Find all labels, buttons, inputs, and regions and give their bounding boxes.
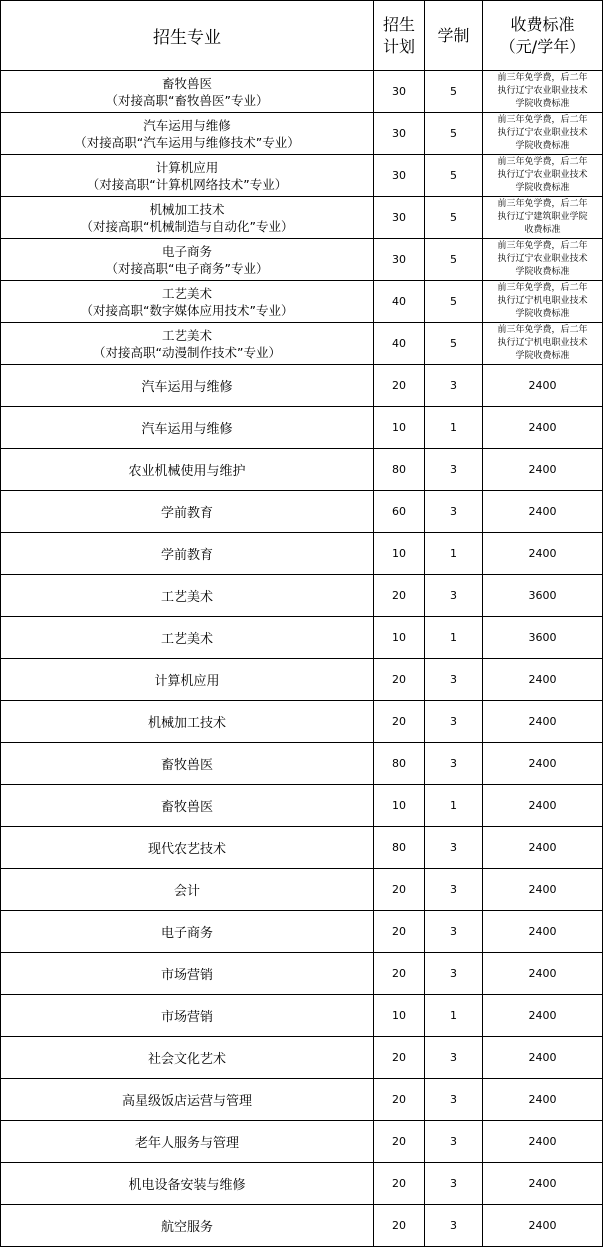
cell-plan: 30 [374,239,425,281]
cell-major [1,785,374,827]
cell-plan: 30 [374,71,425,113]
major-line: 畜牧兽医 [161,75,212,91]
fee-line: 学院收费标准 [515,309,570,319]
fee-line: 2400 [528,673,557,686]
fee-line: 2400 [528,757,557,770]
major-line: 工艺美术 [160,632,213,647]
fee-line: 前三年免学费，后二年 [497,115,588,125]
cell-years: 3 [425,953,483,995]
header-major: 招生专业 [1,1,374,71]
major-line: 会计 [173,884,200,899]
table-row [1,743,603,785]
cell-years: 3 [425,1205,483,1247]
cell-years: 5 [425,71,483,113]
cell-fee [483,911,603,953]
cell-fee [483,155,603,197]
major-line: 市场营销 [160,968,213,983]
cell-major [1,995,374,1037]
cell-fee [483,491,603,533]
major-line: 市场营销 [160,1010,213,1025]
table-row [1,575,603,617]
fee-line: 前三年免学费，后二年 [497,325,588,335]
major-line: 计算机应用 [154,674,220,689]
header-plan-line2: 计划 [382,36,415,56]
cell-plan: 80 [374,743,425,785]
cell-plan: 20 [374,953,425,995]
cell-years: 3 [425,701,483,743]
cell-fee [483,449,603,491]
cell-fee [483,827,603,869]
cell-fee [483,953,603,995]
cell-fee [483,1037,603,1079]
fee-line: 学院收费标准 [515,351,570,361]
cell-plan: 80 [374,449,425,491]
cell-fee [483,869,603,911]
cell-plan: 30 [374,155,425,197]
header-fee [483,1,603,71]
table-row [1,533,603,575]
major-line: 农业机械使用与维护 [128,464,246,479]
cell-fee [483,995,603,1037]
table-row [1,197,603,239]
cell-years: 3 [425,1079,483,1121]
table-row [1,449,603,491]
major-line: （对接高职“电子商务”专业） [105,260,269,276]
table-row [1,995,603,1037]
major-line: （对接高职“机械制造与自动化”专业） [80,218,294,234]
fee-line: 3600 [528,631,557,644]
cell-fee [483,617,603,659]
fee-line: 2400 [528,1135,557,1148]
table-row [1,869,603,911]
cell-years: 3 [425,575,483,617]
table-row [1,701,603,743]
fee-line: 2400 [528,1009,557,1022]
cell-fee [483,407,603,449]
cell-fee [483,659,603,701]
fee-line: 执行辽宁农业职业技术 [497,254,588,264]
cell-years: 3 [425,869,483,911]
cell-plan: 20 [374,1163,425,1205]
cell-years: 3 [425,1037,483,1079]
fee-line: 前三年免学费，后二年 [497,241,588,251]
cell-years: 3 [425,911,483,953]
fee-line: 2400 [528,1177,557,1190]
cell-fee [483,785,603,827]
header-plan-line1: 招生 [382,14,415,34]
table-row [1,785,603,827]
cell-years: 5 [425,281,483,323]
major-line: 工艺美术 [161,327,212,343]
fee-line: 2400 [528,883,557,896]
cell-major [1,743,374,785]
fee-line: 学院收费标准 [515,183,570,193]
cell-years: 1 [425,533,483,575]
major-line: 畜牧兽医 [160,800,213,815]
cell-plan: 20 [374,701,425,743]
table-row [1,827,603,869]
cell-plan: 20 [374,1079,425,1121]
cell-fee [483,575,603,617]
table-row [1,911,603,953]
major-line: 汽车运用与维修 [141,380,233,395]
major-line: （对接高职“畜牧兽医”专业） [105,92,269,108]
fee-line: 2400 [528,505,557,518]
cell-plan: 20 [374,365,425,407]
cell-plan: 20 [374,869,425,911]
cell-major [1,491,374,533]
table-row [1,1037,603,1079]
table-row [1,617,603,659]
major-line: 畜牧兽医 [160,758,213,773]
cell-plan: 10 [374,407,425,449]
cell-major [1,533,374,575]
fee-line: 2400 [528,841,557,854]
cell-major [1,239,374,281]
cell-plan: 20 [374,1037,425,1079]
cell-fee [483,533,603,575]
cell-fee [483,365,603,407]
cell-major [1,869,374,911]
cell-fee [483,239,603,281]
header-years: 学制 [425,1,483,71]
fee-line: 前三年免学费，后二年 [497,73,588,83]
fee-line: 2400 [528,547,557,560]
cell-plan: 80 [374,827,425,869]
cell-major [1,449,374,491]
cell-major [1,1121,374,1163]
header-row [1,1,603,71]
cell-years: 5 [425,323,483,365]
major-line: 航空服务 [160,1220,213,1235]
table-row [1,365,603,407]
cell-years: 5 [425,239,483,281]
cell-years: 5 [425,197,483,239]
cell-years: 3 [425,1163,483,1205]
fee-line: 2400 [528,925,557,938]
major-line: （对接高职“汽车运用与维修技术”专业） [74,134,300,150]
cell-major [1,407,374,449]
table-row [1,953,603,995]
cell-major [1,323,374,365]
cell-years: 5 [425,155,483,197]
cell-years: 3 [425,491,483,533]
cell-years: 3 [425,827,483,869]
fee-line: 执行辽宁机电职业技术 [497,296,588,306]
cell-fee [483,1163,603,1205]
fee-line: 2400 [528,421,557,434]
table-row [1,491,603,533]
cell-plan: 20 [374,575,425,617]
cell-fee [483,743,603,785]
fee-line: 收费标准 [524,225,561,235]
major-line: （对接高职“动漫制作技术”专业） [93,344,281,360]
cell-plan: 10 [374,785,425,827]
cell-fee [483,701,603,743]
cell-plan: 20 [374,659,425,701]
fee-line: 前三年免学费，后二年 [497,199,588,209]
table-row [1,659,603,701]
table-row [1,1079,603,1121]
cell-plan: 40 [374,281,425,323]
fee-line: 2400 [528,1219,557,1232]
cell-major [1,953,374,995]
cell-years: 1 [425,995,483,1037]
fee-line: 学院收费标准 [515,141,570,151]
cell-years: 1 [425,785,483,827]
cell-major [1,365,374,407]
fee-line: 执行辽宁农业职业技术 [497,170,588,180]
major-line: （对接高职“数字媒体应用技术”专业） [80,302,294,318]
cell-major [1,197,374,239]
major-line: 学前教育 [160,506,213,521]
fee-line: 2400 [528,715,557,728]
major-line: （对接高职“计算机网络技术”专业） [86,176,288,192]
cell-plan: 10 [374,533,425,575]
header-plan [374,1,425,71]
cell-plan: 30 [374,197,425,239]
cell-plan: 20 [374,911,425,953]
cell-plan: 60 [374,491,425,533]
major-line: 汽车运用与维修 [143,117,231,133]
cell-major [1,701,374,743]
fee-line: 前三年免学费，后二年 [497,157,588,167]
major-line: 电子商务 [161,243,212,259]
major-line: 电子商务 [160,926,213,941]
table-row [1,155,603,197]
cell-years: 3 [425,449,483,491]
cell-major [1,1037,374,1079]
cell-years: 3 [425,659,483,701]
cell-major [1,113,374,155]
fee-line: 2400 [528,1093,557,1106]
fee-line: 3600 [528,589,557,602]
cell-fee [483,197,603,239]
fee-line: 2400 [528,967,557,980]
table-row [1,71,603,113]
cell-major [1,575,374,617]
cell-major [1,617,374,659]
table-row [1,1163,603,1205]
cell-major [1,281,374,323]
cell-major [1,155,374,197]
cell-plan: 30 [374,113,425,155]
cell-years: 5 [425,113,483,155]
major-line: 机械加工技术 [147,716,226,731]
cell-fee [483,1079,603,1121]
fee-line: 执行辽宁机电职业技术 [497,338,588,348]
cell-major [1,827,374,869]
cell-plan: 20 [374,1205,425,1247]
table-row [1,323,603,365]
header-fee-line2: （元/学年） [499,36,586,56]
fee-line: 2400 [528,799,557,812]
major-line: 计算机应用 [155,159,219,175]
cell-major [1,659,374,701]
cell-years: 3 [425,365,483,407]
cell-plan: 20 [374,1121,425,1163]
major-line: 现代农艺技术 [147,842,226,857]
cell-major [1,71,374,113]
cell-fee [483,323,603,365]
cell-years: 1 [425,617,483,659]
table-body [1,71,603,1247]
fee-line: 学院收费标准 [515,267,570,277]
major-line: 机电设备安装与维修 [128,1178,246,1193]
table-row [1,1121,603,1163]
fee-line: 学院收费标准 [515,99,570,109]
cell-years: 3 [425,743,483,785]
cell-years: 1 [425,407,483,449]
cell-major [1,1163,374,1205]
cell-fee [483,71,603,113]
cell-plan: 10 [374,995,425,1037]
table-row [1,1205,603,1247]
fee-line: 执行辽宁建筑职业学院 [497,212,588,222]
fee-line: 执行辽宁农业职业技术 [497,86,588,96]
cell-major [1,911,374,953]
fee-line: 2400 [528,379,557,392]
fee-line: 2400 [528,1051,557,1064]
cell-major [1,1205,374,1247]
table-row [1,281,603,323]
fee-line: 前三年免学费，后二年 [497,283,588,293]
major-line: 机械加工技术 [149,201,225,217]
cell-plan: 40 [374,323,425,365]
major-line: 工艺美术 [160,590,213,605]
table-row [1,113,603,155]
fee-line: 2400 [528,463,557,476]
table-row [1,407,603,449]
major-line: 学前教育 [160,548,213,563]
cell-fee [483,1121,603,1163]
cell-fee [483,1205,603,1247]
cell-years: 3 [425,1121,483,1163]
table-row [1,239,603,281]
cell-fee [483,281,603,323]
cell-fee [483,113,603,155]
major-line: 工艺美术 [161,285,212,301]
cell-plan: 10 [374,617,425,659]
major-line: 社会文化艺术 [147,1052,226,1067]
header-fee-line1: 收费标准 [510,14,575,34]
major-line: 老年人服务与管理 [134,1136,239,1151]
major-line: 高星级饭店运营与管理 [121,1094,252,1109]
major-line: 汽车运用与维修 [141,422,233,437]
cell-major [1,1079,374,1121]
fee-line: 执行辽宁农业职业技术 [497,128,588,138]
